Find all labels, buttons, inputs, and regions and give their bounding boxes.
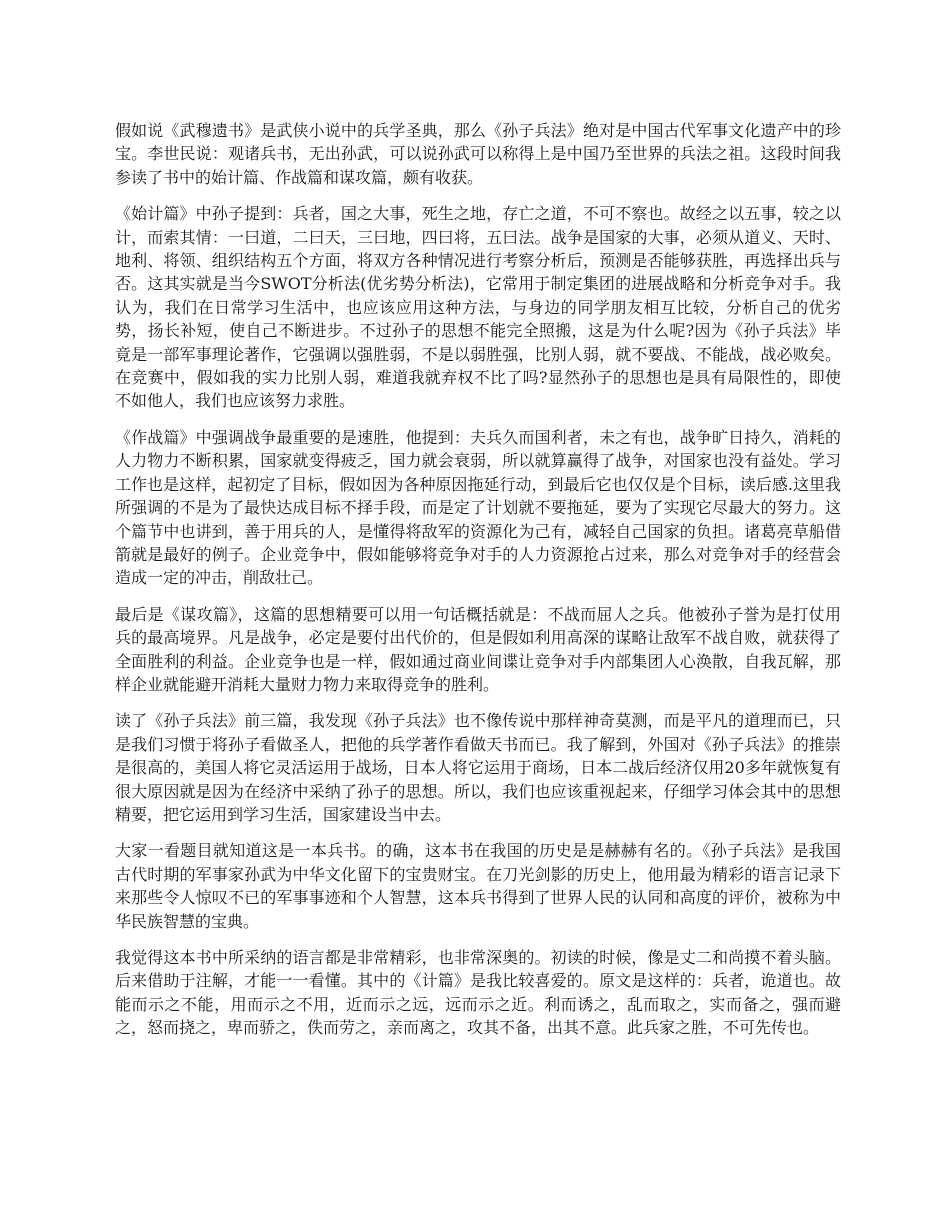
- document-page: [115, 119, 841, 1053]
- paragraph-zuozhan: 《作战篇》中强调战争最重要的是速胜，他提到：夫兵久而国利者，未之有也，战争旷日持久，消耗的人力物力不断积累，国家就变得疲乏，国力就会衰弱，所以就算赢得了战争，对国家也没有益处。学习工作也是这样，起初定了目标，假如因为各种原因拖延行动，到最后它也仅仅是个目标，读后感.这里我所强调的不是为了最快达成目标不择手段，而是定了计划就不要拖延，要为了实现它尽最大的努力。这个篇节中也讲到，善于用兵的人，是懂得将敌军的资源化为己有，减轻自己国家的负担。诸葛亮草船借箭就是最好的例子。企业竞争中，假如能够将竞争对手的人力资源抢占过来，那么对竞争对手的经营会造成一定的冲击，削敌壮己。: [115, 427, 841, 588]
- paragraph-summary: 读了《孙子兵法》前三篇，我发现《孙子兵法》也不像传说中那样神奇莫测，而是平凡的道理而已，只是我们习惯于将孙子看做圣人，把他的兵学著作看做天书而已。我了解到，外国对《孙子兵法》的推崇是很高的，美国人将它灵活运用于战场，日本人将它运用于商场，日本二战后经济仅用20多年就恢复有很大原因就是因为在经济中采纳了孙子的思想。所以，我们也应该重视起来，仔细学习体会其中的思想精要，把它运用到学习生活，国家建设当中去。: [115, 711, 841, 824]
- paragraph-shiji: 《始计篇》中孙子提到：兵者，国之大事，死生之地，存亡之道，不可不察也。故经之以五事，较之以计，而索其情：一曰道，二曰天，三曰地，四曰将，五曰法。战争是国家的大事，必须从道义、天时、地利、将领、组织结构五个方面，将双方各种情况进行考察分析后，预测是否能够获胜，再选择出兵与否。这其实就是当今SWOT分析法(优劣势分析法)，它常用于制定集团的进展战略和分析竞争对手。我认为，我们在日常学习生活中，也应该应用这种方法，与身边的同学朋友相互比较，分析自己的优劣势，扬长补短，使自己不断进步。不过孙子的思想不能完全照搬，这是为什么呢?因为《孙子兵法》毕竟是一部军事理论著作，它强调以强胜弱，不是以弱胜强，比别人弱，就不要战、不能战，战必败矣。在竞赛中，假如我的实力比别人弱，难道我就弃权不比了吗?显然孙子的思想也是具有局限性的，即使不如他人，我们也应该努力求胜。: [115, 204, 841, 411]
- paragraph-mougong: 最后是《谋攻篇》，这篇的思想精要可以用一句话概括就是：不战而屈人之兵。他被孙子誉为是打仗用兵的最高境界。凡是战争，必定是要付出代价的，但是假如利用高深的谋略让敌军不战自败，就获得了全面胜利的利益。企业竞争也是一样，假如通过商业间谍让竞争对手内部集团人心涣散，自我瓦解，那样企业就能避开消耗大量财力物力来取得竞争的胜利。: [115, 604, 841, 694]
- paragraph-intro: 假如说《武穆遗书》是武侠小说中的兵学圣典，那么《孙子兵法》绝对是中国古代军事文化遗产中的珍宝。李世民说：观诸兵书，无出孙武，可以说孙武可以称得上是中国乃至世界的兵法之祖。这段时间我参读了书中的始计篇、作战篇和谋攻篇，颇有收获。: [115, 121, 841, 187]
- paragraph-jipian: 我觉得这本书中所采纳的语言都是非常精彩，也非常深奥的。初读的时候，像是丈二和尚摸不着头脑。后来借助于注解，才能一一看懂。其中的《计篇》是我比较喜爱的。原文是这样的：兵者，诡道也。故能而示之不能，用而示之不用，近而示之远，远而示之近。利而诱之，乱而取之，实而备之，强而避之，怒而挠之，卑而骄之，佚而劳之，亲而离之，攻其不备，出其不意。此兵家之胜，不可先传也。: [115, 948, 841, 1038]
- paragraph-book-intro: 大家一看题目就知道这是一本兵书。的确，这本书在我国的历史是是赫赫有名的。《孙子兵法》是我国古代时期的军事家孙武为中华文化留下的宝贵财宝。在刀光剑影的历史上，他用最为精彩的语言记录下来那些令人惊叹不已的军事事迹和个人智慧，这本兵书得到了世界人民的认同和高度的评价，被称为中华民族智慧的宝典。: [115, 841, 841, 931]
